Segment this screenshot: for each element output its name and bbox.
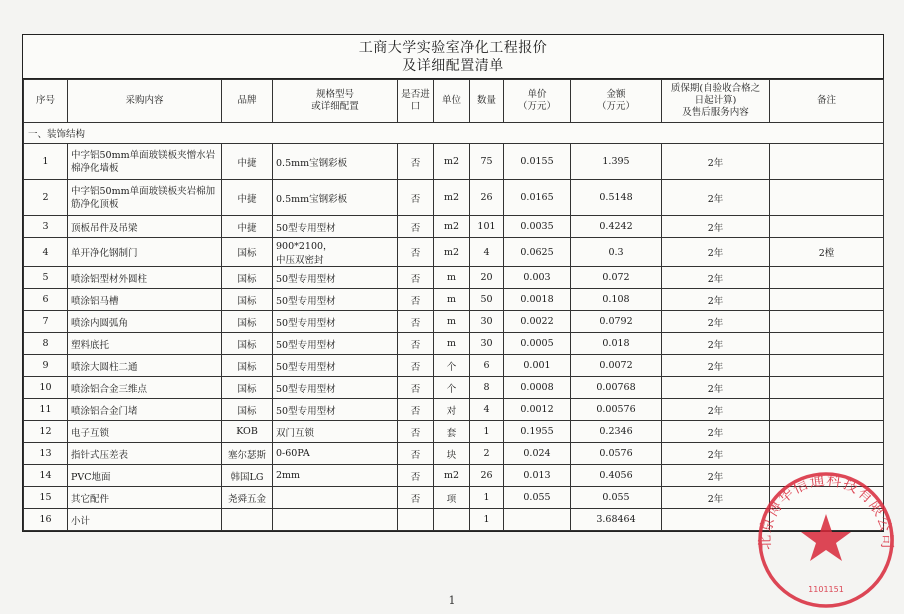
unit-cell: m — [434, 311, 470, 333]
table-row — [24, 289, 884, 311]
row-number-cell: 3 — [24, 216, 68, 238]
page-number: 1 — [448, 594, 456, 607]
item-name-cell: 单开净化钢制门 — [68, 238, 222, 267]
note-cell — [770, 180, 884, 216]
spec-cell: 50型专用型材 — [273, 355, 398, 377]
row-number-cell: 13 — [24, 443, 68, 465]
amount-cell: 0.0072 — [571, 355, 662, 377]
row-number-cell: 1 — [24, 144, 68, 180]
col-header: 质保期(自验收合格之 日起计算) 及售后服务内容 — [662, 80, 770, 123]
warranty-cell: 2年 — [662, 487, 770, 509]
unit-price-cell: 0.001 — [504, 355, 571, 377]
note-cell — [770, 509, 884, 531]
spec-cell: 0-60PA — [273, 443, 398, 465]
unit-cell — [434, 509, 470, 531]
note-cell — [770, 267, 884, 289]
spec-cell: 双门互锁 — [273, 421, 398, 443]
brand-cell — [222, 509, 273, 531]
amount-cell: 3.68464 — [571, 509, 662, 531]
unit-price-cell: 0.0008 — [504, 377, 571, 399]
unit-cell: 对 — [434, 399, 470, 421]
unit-cell: m2 — [434, 238, 470, 267]
item-name-cell: PVC地面 — [68, 465, 222, 487]
brand-cell: 国标 — [222, 238, 273, 267]
unit-price-cell — [504, 509, 571, 531]
table-row — [24, 333, 884, 355]
imported-cell: 否 — [398, 267, 434, 289]
col-header: 规格型号 或详细配置 — [273, 80, 398, 123]
unit-cell: m2 — [434, 465, 470, 487]
unit-cell: m — [434, 289, 470, 311]
unit-price-cell: 0.0012 — [504, 399, 571, 421]
quantity-cell: 26 — [470, 180, 504, 216]
quote-sheet — [22, 34, 884, 532]
quantity-cell: 2 — [470, 443, 504, 465]
imported-cell: 否 — [398, 238, 434, 267]
imported-cell: 否 — [398, 180, 434, 216]
amount-cell: 0.072 — [571, 267, 662, 289]
unit-price-cell: 0.003 — [504, 267, 571, 289]
unit-cell: m — [434, 267, 470, 289]
item-name-cell: 喷涂铝马槽 — [68, 289, 222, 311]
unit-cell: m2 — [434, 144, 470, 180]
row-number-cell: 11 — [24, 399, 68, 421]
table-row — [24, 399, 884, 421]
unit-price-cell: 0.0035 — [504, 216, 571, 238]
table-row — [24, 509, 884, 531]
amount-cell: 0.3 — [571, 238, 662, 267]
col-header: 是否进 口 — [398, 80, 434, 123]
spec-cell: 0.5mm宝钢彩板 — [273, 180, 398, 216]
quantity-cell: 26 — [470, 465, 504, 487]
unit-cell: 个 — [434, 355, 470, 377]
imported-cell: 否 — [398, 465, 434, 487]
item-name-cell: 塑料底托 — [68, 333, 222, 355]
note-cell — [770, 144, 884, 180]
unit-price-cell: 0.055 — [504, 487, 571, 509]
amount-cell: 0.00768 — [571, 377, 662, 399]
spec-cell: 50型专用型材 — [273, 267, 398, 289]
item-name-cell: 小计 — [68, 509, 222, 531]
row-number-cell: 15 — [24, 487, 68, 509]
amount-cell: 0.108 — [571, 289, 662, 311]
quantity-cell: 8 — [470, 377, 504, 399]
note-cell — [770, 421, 884, 443]
row-number-cell: 12 — [24, 421, 68, 443]
title-line-2: 及详细配置清单 — [402, 58, 504, 74]
document-title — [23, 35, 883, 79]
item-name-cell: 其它配件 — [68, 487, 222, 509]
imported-cell: 否 — [398, 311, 434, 333]
unit-price-cell: 0.1955 — [504, 421, 571, 443]
col-header: 金额 （万元） — [571, 80, 662, 123]
amount-cell: 0.5148 — [571, 180, 662, 216]
imported-cell: 否 — [398, 289, 434, 311]
quantity-cell: 101 — [470, 216, 504, 238]
item-name-cell: 中字铝50mm单面玻镁板夹岩棉加筋净化顶板 — [68, 180, 222, 216]
col-header: 单位 — [434, 80, 470, 123]
unit-cell: 套 — [434, 421, 470, 443]
row-number-cell: 5 — [24, 267, 68, 289]
warranty-cell: 2年 — [662, 267, 770, 289]
warranty-cell: 2年 — [662, 180, 770, 216]
table-row — [24, 311, 884, 333]
spec-cell: 50型专用型材 — [273, 377, 398, 399]
table-row — [24, 267, 884, 289]
brand-cell: 国标 — [222, 355, 273, 377]
col-header: 采购内容 — [68, 80, 222, 123]
item-name-cell: 喷涂铝型材外圆柱 — [68, 267, 222, 289]
spec-cell: 900*2100， 中压双密封 — [273, 238, 398, 267]
unit-cell: m — [434, 333, 470, 355]
brand-cell: KOB — [222, 421, 273, 443]
col-header: 单价 （万元） — [504, 80, 571, 123]
imported-cell: 否 — [398, 443, 434, 465]
item-name-cell: 喷涂铝合金三维点 — [68, 377, 222, 399]
item-name-cell: 喷涂大圆柱二通 — [68, 355, 222, 377]
quantity-cell: 20 — [470, 267, 504, 289]
unit-cell: 块 — [434, 443, 470, 465]
col-header: 序号 — [24, 80, 68, 123]
amount-cell: 0.0792 — [571, 311, 662, 333]
spec-cell: 0.5mm宝钢彩板 — [273, 144, 398, 180]
item-name-cell: 中字铝50mm单面玻镁板夹憎水岩棉净化墙板 — [68, 144, 222, 180]
warranty-cell: 2年 — [662, 421, 770, 443]
item-name-cell: 电子互锁 — [68, 421, 222, 443]
brand-cell: 国标 — [222, 399, 273, 421]
note-cell — [770, 289, 884, 311]
unit-price-cell: 0.013 — [504, 465, 571, 487]
note-cell — [770, 216, 884, 238]
warranty-cell: 2年 — [662, 355, 770, 377]
warranty-cell: 2年 — [662, 443, 770, 465]
note-cell — [770, 465, 884, 487]
note-cell: 2樘 — [770, 238, 884, 267]
imported-cell: 否 — [398, 487, 434, 509]
item-name-cell: 喷涂内圆弧角 — [68, 311, 222, 333]
unit-price-cell: 0.0022 — [504, 311, 571, 333]
imported-cell — [398, 509, 434, 531]
note-cell — [770, 443, 884, 465]
row-number-cell: 7 — [24, 311, 68, 333]
unit-price-cell: 0.024 — [504, 443, 571, 465]
warranty-cell: 2年 — [662, 399, 770, 421]
unit-price-cell: 0.0005 — [504, 333, 571, 355]
warranty-cell: 2年 — [662, 238, 770, 267]
quantity-cell: 75 — [470, 144, 504, 180]
table-row — [24, 377, 884, 399]
brand-cell: 国标 — [222, 377, 273, 399]
brand-cell: 韩国LG — [222, 465, 273, 487]
imported-cell: 否 — [398, 355, 434, 377]
brand-cell: 国标 — [222, 311, 273, 333]
amount-cell: 0.0576 — [571, 443, 662, 465]
imported-cell: 否 — [398, 144, 434, 180]
amount-cell: 0.055 — [571, 487, 662, 509]
amount-cell: 0.2346 — [571, 421, 662, 443]
amount-cell: 0.018 — [571, 333, 662, 355]
table-row — [24, 144, 884, 180]
warranty-cell — [662, 509, 770, 531]
spec-cell: 50型专用型材 — [273, 311, 398, 333]
note-cell — [770, 377, 884, 399]
spec-cell: 50型专用型材 — [273, 399, 398, 421]
warranty-cell: 2年 — [662, 377, 770, 399]
header-row — [24, 80, 884, 123]
quantity-cell: 4 — [470, 399, 504, 421]
quantity-cell: 1 — [470, 421, 504, 443]
unit-price-cell: 0.0165 — [504, 180, 571, 216]
quantity-cell: 1 — [470, 509, 504, 531]
col-header: 备注 — [770, 80, 884, 123]
unit-cell: m2 — [434, 180, 470, 216]
amount-cell: 0.4242 — [571, 216, 662, 238]
spec-cell — [273, 487, 398, 509]
amount-cell: 0.4056 — [571, 465, 662, 487]
brand-cell: 国标 — [222, 289, 273, 311]
spec-cell: 50型专用型材 — [273, 216, 398, 238]
imported-cell: 否 — [398, 377, 434, 399]
amount-cell: 0.00576 — [571, 399, 662, 421]
col-header: 品牌 — [222, 80, 273, 123]
brand-cell: 中捷 — [222, 180, 273, 216]
brand-cell: 中捷 — [222, 144, 273, 180]
note-cell — [770, 333, 884, 355]
note-cell — [770, 355, 884, 377]
quote-table — [23, 79, 884, 531]
spec-cell: 50型专用型材 — [273, 289, 398, 311]
unit-cell: m2 — [434, 216, 470, 238]
quantity-cell: 30 — [470, 311, 504, 333]
quantity-cell: 50 — [470, 289, 504, 311]
brand-cell: 国标 — [222, 333, 273, 355]
table-row — [24, 421, 884, 443]
quantity-cell: 1 — [470, 487, 504, 509]
unit-cell: 个 — [434, 377, 470, 399]
quantity-cell: 6 — [470, 355, 504, 377]
imported-cell: 否 — [398, 333, 434, 355]
imported-cell: 否 — [398, 421, 434, 443]
amount-cell: 1.395 — [571, 144, 662, 180]
row-number-cell: 2 — [24, 180, 68, 216]
row-number-cell: 14 — [24, 465, 68, 487]
unit-cell: 项 — [434, 487, 470, 509]
row-number-cell: 6 — [24, 289, 68, 311]
col-header: 数量 — [470, 80, 504, 123]
quantity-cell: 30 — [470, 333, 504, 355]
row-number-cell: 16 — [24, 509, 68, 531]
note-cell — [770, 399, 884, 421]
imported-cell: 否 — [398, 399, 434, 421]
brand-cell: 国标 — [222, 267, 273, 289]
warranty-cell: 2年 — [662, 465, 770, 487]
section-row — [24, 123, 884, 144]
note-cell — [770, 311, 884, 333]
warranty-cell: 2年 — [662, 216, 770, 238]
unit-price-cell: 0.0155 — [504, 144, 571, 180]
title-line-1: 工商大学实验室净化工程报价 — [358, 40, 548, 56]
spec-cell: 50型专用型材 — [273, 333, 398, 355]
warranty-cell: 2年 — [662, 311, 770, 333]
quantity-cell: 4 — [470, 238, 504, 267]
spec-cell: 2mm — [273, 465, 398, 487]
section-label: 一、装饰结构 — [24, 123, 884, 144]
item-name-cell: 顶板吊件及吊梁 — [68, 216, 222, 238]
note-cell — [770, 487, 884, 509]
unit-price-cell: 0.0018 — [504, 289, 571, 311]
imported-cell: 否 — [398, 216, 434, 238]
spec-cell — [273, 509, 398, 531]
warranty-cell: 2年 — [662, 289, 770, 311]
warranty-cell: 2年 — [662, 333, 770, 355]
table-row — [24, 487, 884, 509]
row-number-cell: 4 — [24, 238, 68, 267]
item-name-cell: 指针式压差表 — [68, 443, 222, 465]
brand-cell: 塞尔瑟斯 — [222, 443, 273, 465]
item-name-cell: 喷涂铝合金门堵 — [68, 399, 222, 421]
row-number-cell: 9 — [24, 355, 68, 377]
row-number-cell: 10 — [24, 377, 68, 399]
table-row — [24, 355, 884, 377]
row-number-cell: 8 — [24, 333, 68, 355]
unit-price-cell: 0.0625 — [504, 238, 571, 267]
brand-cell: 尧舜五金 — [222, 487, 273, 509]
table-row — [24, 443, 884, 465]
table-row — [24, 216, 884, 238]
warranty-cell: 2年 — [662, 144, 770, 180]
table-row — [24, 465, 884, 487]
svg-text:北京博华信通科技有限公司: 北京博华信通科技有限公司 — [755, 470, 897, 550]
table-row — [24, 180, 884, 216]
table-row — [24, 238, 884, 267]
brand-cell: 中捷 — [222, 216, 273, 238]
svg-text:1101151: 1101151 — [808, 585, 844, 594]
